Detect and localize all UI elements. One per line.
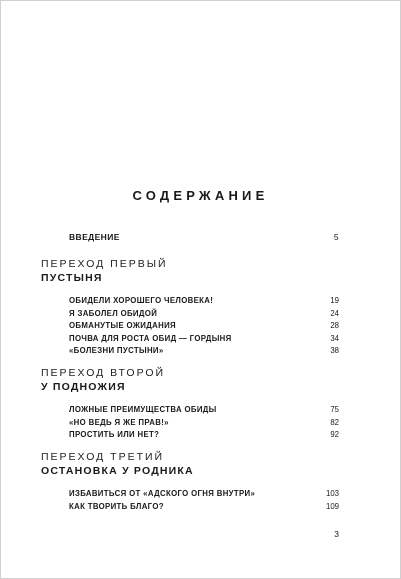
section-label: ПЕРЕХОД ВТОРОЙ <box>41 367 166 379</box>
toc-entry-label: ОБИДЕЛИ ХОРОШЕГО ЧЕЛОВЕКА! <box>69 296 214 305</box>
page-title: СОДЕРЖАНИЕ <box>132 188 269 203</box>
toc-entry-page: 19 <box>330 296 339 305</box>
toc-entry-label: ЛОЖНЫЕ ПРЕИМУЩЕСТВА ОБИДЫ <box>69 405 217 414</box>
toc-entry-label: ПРОСТИТЬ ИЛИ НЕТ? <box>69 430 160 440</box>
page-number: 3 <box>334 529 339 539</box>
toc-entry-label: «НО ВЕДЬ Я ЖЕ ПРАВ!» <box>69 417 169 427</box>
toc-entry-page: 38 <box>330 346 339 356</box>
toc-entry-intro <box>69 232 339 242</box>
toc-entry-page: 82 <box>330 417 339 427</box>
section-entries <box>69 488 339 513</box>
toc-entry-label: ВВЕДЕНИЕ <box>69 232 120 242</box>
toc-entry-page: 103 <box>325 489 339 498</box>
section-entries <box>69 295 339 358</box>
toc-entry-page: 24 <box>330 308 339 318</box>
toc-section-2 <box>41 366 339 442</box>
section-title: ПУСТЫНЯ <box>41 272 103 284</box>
toc-entry-page: 5 <box>333 232 339 242</box>
toc-entry-page: 75 <box>330 405 339 414</box>
toc-entry-page: 28 <box>330 321 339 331</box>
section-title: ОСТАНОВКА У РОДНИКА <box>41 465 194 477</box>
toc-entry-label: ПОЧВА ДЛЯ РОСТА ОБИД — ГОРДЫНЯ <box>69 333 232 343</box>
toc-entry-label: КАК ТВОРИТЬ БЛАГО? <box>69 501 164 511</box>
toc-entry <box>69 501 339 514</box>
section-label: ПЕРЕХОД ТРЕТИЙ <box>41 451 165 463</box>
toc-entry-label: «БОЛЕЗНИ ПУСТЫНИ» <box>69 346 164 356</box>
toc-entry-label: ОБМАНУТЫЕ ОЖИДАНИЯ <box>69 321 176 331</box>
toc-entry <box>69 308 339 321</box>
toc-entry <box>69 404 339 417</box>
toc-section-1 <box>41 257 339 358</box>
section-label: ПЕРЕХОД ПЕРВЫЙ <box>41 258 168 270</box>
toc-entry <box>69 295 339 308</box>
toc-entry <box>69 488 339 501</box>
toc-entry <box>69 333 339 346</box>
toc-entry <box>69 320 339 333</box>
section-entries <box>69 404 339 442</box>
toc-section-3 <box>41 450 339 513</box>
section-title: У ПОДНОЖИЯ <box>41 381 126 393</box>
toc-entry-page: 92 <box>330 430 339 440</box>
toc-entry-label: Я ЗАБОЛЕЛ ОБИДОЙ <box>69 308 158 318</box>
toc-entry <box>69 345 339 358</box>
toc-entry-page: 34 <box>330 333 339 343</box>
toc-entry-label: ИЗБАВИТЬСЯ ОТ «АДСКОГО ОГНЯ ВНУТРИ» <box>69 489 256 498</box>
toc-entry <box>69 429 339 442</box>
toc-entry <box>69 417 339 430</box>
toc-entry-page: 109 <box>325 501 339 511</box>
